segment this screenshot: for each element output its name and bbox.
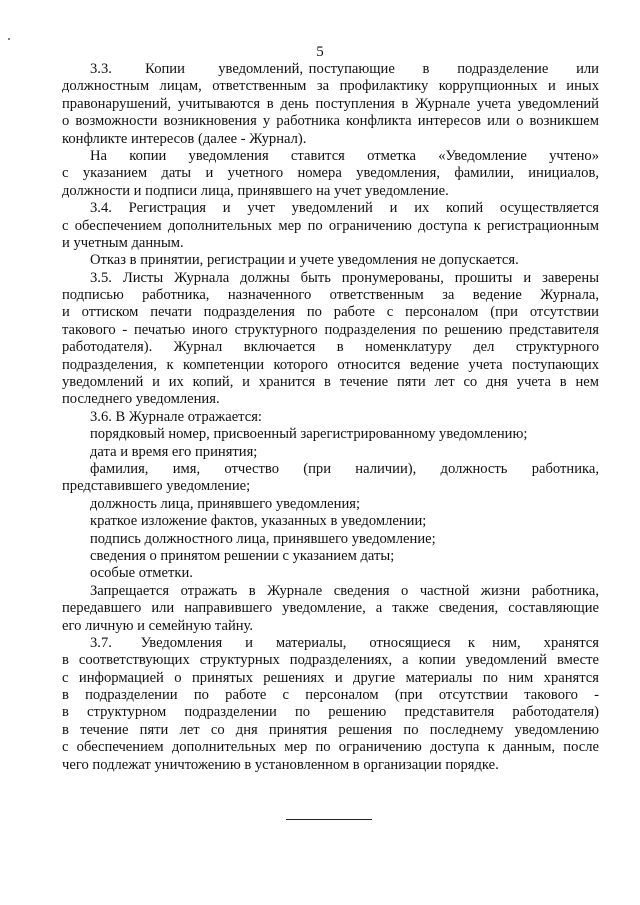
text-line: в структурном подразделении по решению представителя работодателя) xyxy=(62,704,599,721)
text-line: 3.7. Уведомления и материалы, относящиеся к ним, хранятся xyxy=(90,634,599,651)
text-line: представившего уведомление; xyxy=(62,478,251,495)
text-line: в подразделении по работе с персоналом (при отсутствии такового - xyxy=(62,687,599,704)
text-line: такового - печатью иного структурного подразделения по решению представителя xyxy=(62,321,599,338)
text-line: должностным лицам, ответственным за профилактику коррупционных и иных xyxy=(62,78,599,95)
text-line: работодателя). Журнал включается в номенклатуру дел структурного xyxy=(62,339,599,356)
text-line: с обеспечением дополнительных мер по ограничению доступа к данным, после xyxy=(62,739,599,756)
text-line: о возможности возникновения у работника конфликта интересов или о возникшем xyxy=(62,113,599,130)
text-line: и учетным данным. xyxy=(62,234,184,251)
text-line: фамилия, имя, отчество (при наличии), должность работника, xyxy=(90,460,599,477)
text-line: 3.6. В Журнале отражается: xyxy=(90,408,262,425)
page-number: 5 xyxy=(316,44,324,60)
scan-speck xyxy=(8,38,10,40)
text-line: с обеспечением дополнительных мер по ограничению доступа к регистрационным xyxy=(62,217,599,234)
text-line: правонарушений, учитываются в день поступления в Журнале учета уведомлений xyxy=(62,95,599,112)
text-line: 3.5. Листы Журнала должны быть пронумерованы, прошиты и заверены xyxy=(90,269,599,286)
text-line: его личную и семейную тайну. xyxy=(62,617,254,634)
text-line: последнего уведомления. xyxy=(62,391,220,408)
document-body xyxy=(62,61,599,774)
text-line: уведомлений и их копий, и хранится в течение пяти лет со дня учета в нем xyxy=(62,374,599,391)
text-line: чего подлежат уничтожению в установленном в организации порядке. xyxy=(62,756,499,773)
text-line: Отказ в принятии, регистрации и учете уведомления не допускается. xyxy=(90,252,519,269)
text-line: подпись должностного лица, принявшего уведомление; xyxy=(90,530,436,547)
text-line: особые отметки. xyxy=(90,565,193,582)
text-line: порядковый номер, присвоенный зарегистрированному уведомлению; xyxy=(90,426,528,443)
text-line: в соответствующих структурных подразделениях, а копии уведомлений вместе xyxy=(62,652,599,669)
end-of-text-rule xyxy=(286,819,372,820)
text-line: должности и подписи лица, принявшего на учет уведомление. xyxy=(62,182,449,199)
text-line: подписью работника, назначенного ответственным за ведение Журнала, xyxy=(62,287,599,304)
text-line: с указанием даты и учетного номера уведомления, фамилии, инициалов, xyxy=(62,165,599,182)
text-line: передавшего или направившего уведомление, а также сведения, составляющие xyxy=(62,600,599,617)
text-line: дата и время его принятия; xyxy=(90,443,258,460)
text-line: конфликте интересов (далее - Журнал). xyxy=(62,130,307,147)
text-line: подразделения, к компетенции которого относится ведение учета поступающих xyxy=(62,356,599,373)
text-line: сведения о принятом решении с указанием даты; xyxy=(90,547,395,564)
text-line: 3.3. Копии уведомлений, поступающие в подразделение или xyxy=(90,61,599,77)
text-line: краткое изложение фактов, указанных в уведомлении; xyxy=(90,513,427,530)
text-line: в течение пяти лет со дня принятия решения по последнему уведомлению xyxy=(62,721,599,738)
text-line: с информацией о принятых решениях и другие материалы по ним хранятся xyxy=(62,669,599,686)
text-line: 3.4. Регистрация и учет уведомлений и их копий осуществляется xyxy=(90,200,599,217)
text-line: Запрещается отражать в Журнале сведения о частной жизни работника, xyxy=(90,582,599,599)
text-line: На копии уведомления ставится отметка «Уведомление учтено» xyxy=(90,147,599,164)
text-line: и оттиском печати подразделения по работе с персоналом (при отсутствии xyxy=(62,304,599,321)
text-line: должность лица, принявшего уведомления; xyxy=(90,495,361,512)
